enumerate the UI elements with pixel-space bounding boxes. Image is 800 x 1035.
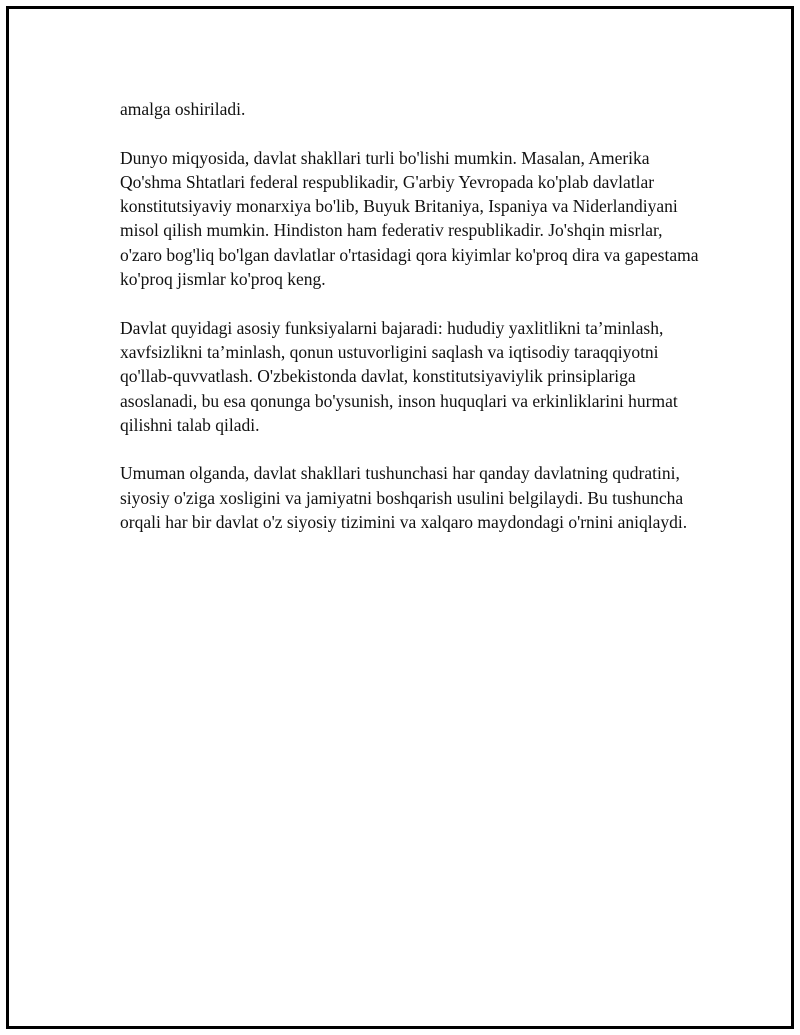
document-body: [120, 97, 700, 559]
paragraph-conclusion: Umuman olganda, davlat shakllari tushunchasi har qanday davlatning qudratini, siyosiy o'ziga xosligini va jamiyatni boshqarish usulini belgilaydi. Bu tushuncha orqali har bir davlat o'z siyosiy tizimini va xalqaro maydondagi o'rnini aniqlaydi.: [120, 463, 688, 533]
paragraph-continuation: amalga oshiriladi.: [120, 99, 246, 119]
paragraph-world-forms: Dunyo miqyosida, davlat shakllari turli bo'lishi mumkin. Masalan, Amerika Qo'shma Shtatlari federal respublikadir, G'arbiy Yevropada ko'plab davlatlar konstitutsiyaviy monarxiya bo'lib, Buyuk Britaniya, Ispaniya va Niderlandiyani misol qilish mumkin. Hindiston ham federativ respublikadir. Jo'shqin misrlar, o'zaro bog'liq bo'lgan davlatlar o'rtasidagi qora kiyimlar ko'proq dira va gapestama ko'proq jismlar ko'proq keng.: [120, 147, 699, 290]
paragraph-functions: Davlat quyidagi asosiy funksiyalarni bajaradi: hududiy yaxlitlikni ta’minlash, xavfsizlikni ta’minlash, qonun ustuvorligini saqlash va iqtisodiy taraqqiyotni qo'llab-quvvatlash. O'zbekistonda davlat, konstitutsiyaviylik prinsiplariga asoslanadi, bu esa qonunga bo'ysunish, inson huquqlari va erkinliklarini hurmat qilishni talab qiladi.: [120, 317, 678, 435]
document-page: [6, 6, 794, 1029]
